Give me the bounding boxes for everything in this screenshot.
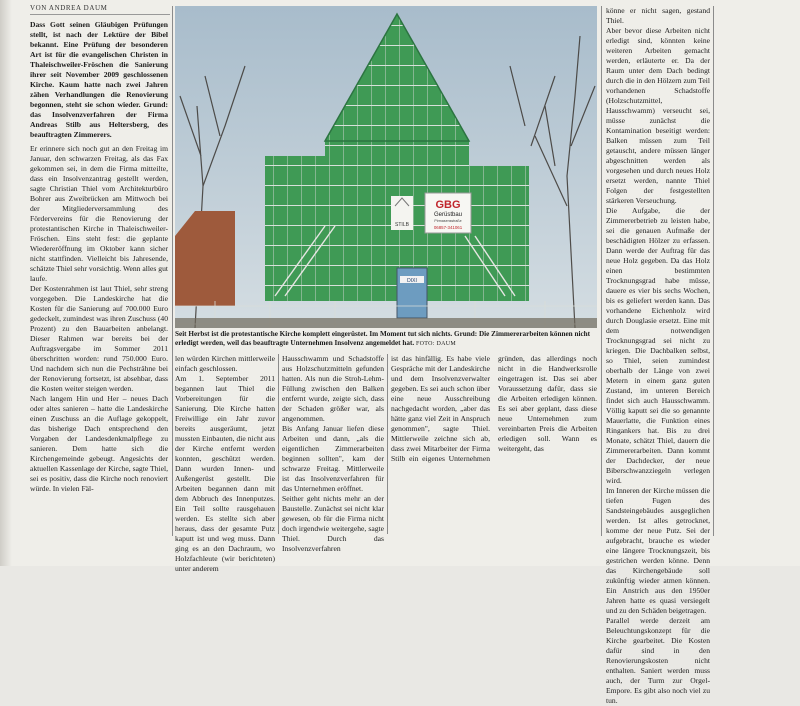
- photo-credit: FOTO: DAUM: [415, 341, 457, 348]
- photo-caption: [175, 330, 597, 350]
- right-wing-scaffold: [469, 166, 529, 301]
- column-5: [606, 6, 710, 705]
- svg-text:STILB: STILB: [395, 222, 409, 228]
- scaffolded-church-illustration: [175, 6, 597, 328]
- column-2-text: len würden Kirchen mittlerweile einfach geschlossen. Am 1. September 2011 begannen laut Thiel die Vorbereitungen für die Sanierung. Die Kirche hatten Freiwillige ein Jahr zuvor bereits ausgeräumt, jetzt mussten Einbauten, die nicht aus der Kirche entfernt werden konnten, geschützt werden. Dann wurden Innen- und Außengerüst gestellt. Die Arbeiten begannen dann mit dem Abbruch des Innenputzes. Ein Teil sollte rausgehauen werden. Es stellte sich aber heraus, dass der gesamte Putz kaputt ist und weg muss. Dann ging es an den Dachraum, wo Holzfachleute (wir berichteten) unter anderem: [175, 354, 275, 573]
- page-edge-shadow: [0, 0, 12, 566]
- column-3-text: Hausschwamm und Schadstoffe aus Holzschutzmitteln gefunden hatten. Als nun die Stroh-Lehm-Füllung zwischen den Balken entfernt wurde, zeigte sich, dass der Schaden größer war, als angenommen. Bis Anfang Januar liefen diese Arbeiten und dann, „als die eigentlichen Zimmerarbeiten beginnen sollten", kam der schwarze Freitag. Mittlerweile ist das Insolvenzverfahren für das Unternehmen eröffnet. Seither geht nichts mehr an der Baustelle. Zunächst sei nicht klar gewesen, ob für die Firma nicht doch irgendwie weitergehe, sagte Thiel. Durch das Insolvenzverfahren: [282, 354, 384, 553]
- svg-text:Pirmasensstraße: Pirmasensstraße: [434, 219, 462, 223]
- column-rule: [278, 354, 279, 534]
- lead-paragraph: Dass Gott seinen Gläubigen Prüfungen stellt, ist nach der Lektüre der Bibel bekannt. Eine Prüfung der besonderen Art ist für die evangelischen Christen in Thaleischweiler-Fröschen die Sanierung ihrer seit November 2009 geschlossenen Kirche. Kaum hatte nach zwei Jahren zähen Verhandlungen die Renovierung begonnen, steht sie schon wieder. Grund: das Insolvenzverfahren der Firma Andreas Stilb aus Heltersberg, des beauftragten Zimmerers.: [30, 20, 168, 139]
- caption-text: Seit Herbst ist die protestantische Kirche komplett eingerüstet. Im Moment tut sich nichts. Grund: Die Zimmererarbeiten können nicht erledigt werden, weil das beauftragte Unternehmen Insolvenz angemeldet hat.: [175, 330, 591, 348]
- church-photo: [175, 6, 597, 328]
- column-5-text: könne er nicht sagen, gestand Thiel. Aber bevor diese Arbeiten nicht erledigt sind, könnten keine weiteren Arbeiten gemacht werden, erläuterte er. Da der Raum unter dem Dach bedingt durch die in den Hölzern zum Teil vorhandenen Schadstoffe (Holzschutzmittel, Hausschwamm) verseucht sei, müsse zunächst die Kontamination beseitigt werden: Balken müssen zum Teil getauscht, andere müssen länger abgeschnitten werden als vorgesehen und durch neues Holz ersetzt werden, nannte Thiel Folgen der festgestellten stärkeren Verseuchung. Die Aufgabe, die der Zimmererbetrieb zu leisten habe, sei die genauen Aufmaße der beschädigten Hölzer zu erfassen. Dann werde der Auftrag für das neue Holz gegeben. Da das Holz einen bestimmten Trocknungsgrad habe müsse, dauere es vier bis sechs Wochen, bis es geliefert werden kann. Das vorhandene Eichenholz wird durch Douglasie ersetzt. Eine mit dem notwendigen Trocknungsgrad sei nicht zu kriegen. Die Dachbalken selbst, so Thiel, seien zumindest oberhalb der Länge von zwei Metern in einem ganz guten Zustand, im unteren Bereich findet sich auch Hausschwamm. Völlig kaputt sei die so genannte Mauerlatte, die Funktion eines Ringankers hat. Bis zu drei Monate, schätzt Thiel, dauern die Zimmererarbeiten. Dann kommt der Dachdecker, der neue Biberschwanzziegeln verlegen wird. Im Inneren der Kirche müssen die tiefen Fugen des Sandsteingebäudes ausgeglichen werden. Ist alles getrocknet, komme der neue Putz. Sei der aufgebracht, brauche es wieder eine längere Trocknungszeit, bis gestrichen werden könne. Denn das Kirchengebäude soll zukünftig wieder atmen können. Ein Anstrich aus den 1950er Jahren hatte es quasi versiegelt und zu den Schäden beigetragen. Parallel werde derzeit am Beleuchtungskonzept für die Kirche gearbeitet. Die Kosten dafür sind in den Renovierungskosten nicht enthalten. Saniert werden muss auch, der Turm zur Orgel-Empore. Es gibt also noch viel zu tun.: [606, 6, 710, 705]
- byline: VON ANDREA DAUM: [30, 4, 170, 15]
- column-2: [175, 354, 275, 573]
- column-3: [282, 354, 384, 553]
- column-rule: [713, 6, 714, 536]
- stilb-sign: [391, 196, 413, 230]
- column-rule: [601, 6, 602, 536]
- column-1-text: Er erinnere sich noch gut an den Freitag im Januar, den schwarzen Freitag, als das Fax gekommen sei, in dem die Firma mitteilte, dass ein Insolvenzantrag gestellt werden, sagte Christian Thiel vom Architekturbüro Bohrer aus Zweibrücken am Mittwoch bei der Mitgliederversammlung des Fördervereins für die Renovierung der protestantischen Kirche in Thaleischweiler-Fröschen. Eins steht fest: die geplante Wiedereröffnung im Oktober kann sicher nicht stattfinden. Vielleicht bis Jahresende, schätzte Thiel sehr vorsichtig. Wenn alles gut laufe. Der Kostenrahmen ist laut Thiel, sehr streng vorgegeben. Die Landeskirche hat die Kosten für die Sanierung auf 700.000 Euro gedeckelt, zumindest was ihren Zuschuss (40 Prozent) zu den Bauarbeiten anbelangt. Dieser Rahmen war bereits bei der Auftragsvergabe im Sommer 2011 überschritten worden: rund 750.000 Euro. Und nachdem sich nun die Pechsträhne bei der Renovierung fortsetzt, ist absehbar, dass die Kosten weiter steigen werden. Nach langem Hin und Her – neues Dach oder altes sanieren – hatte die Landeskirche einen Zuschuss an die Auflage gekoppelt, das bisherige Dach entsprechend den Vorgaben der Landesdenkmalpflege zu sanieren. Dem hatte sich die Kirchengemeinde gebeugt. Angesichts der aktuellen Kassenlage der Kirche, sagte Thiel, sei es positiv, dass die Kirche noch renoviert würde. In vielen Fäl-: [30, 144, 168, 493]
- portable-toilet: [397, 268, 427, 318]
- neighbour-house: [175, 211, 235, 306]
- svg-text:06857-341061: 06857-341061: [433, 225, 463, 230]
- column-1: [30, 20, 168, 540]
- column-rule: [172, 6, 173, 536]
- svg-text:GBG: GBG: [435, 199, 461, 211]
- left-wing-scaffold: [265, 156, 325, 301]
- column-rule: [387, 354, 388, 534]
- svg-text:DIXI: DIXI: [407, 278, 417, 284]
- svg-text:Gerüstbau: Gerüstbau: [433, 212, 463, 218]
- column-4: [391, 354, 597, 534]
- column-4-text: ist das hinfällig. Es habe viele Gespräche mit der Landeskirche und dem Insolvenzverwalter gegeben. Es sei auch schon über eine neue Ausschreibung nachgedacht worden, „aber das hätte ganz viel Zeit in Anspruch genommen", sagte Thiel. Mittlerweile zeichne sich ab, dass zwei Mitarbeiter der Firma Stilb ein eigenes Unternehmen gründen, das allerdings noch nicht in die Handwerksrolle eingetragen ist. Das sei aber Voraussetzung dafür, dass sie die Arbeiten erledigen können. Es sei aber geplant, dass diese neue Unternehmen zum vereinbarten Preis die Arbeiten erledigen soll. Wann es weitergeht, das: [391, 354, 597, 463]
- ggb-sign: [425, 193, 471, 233]
